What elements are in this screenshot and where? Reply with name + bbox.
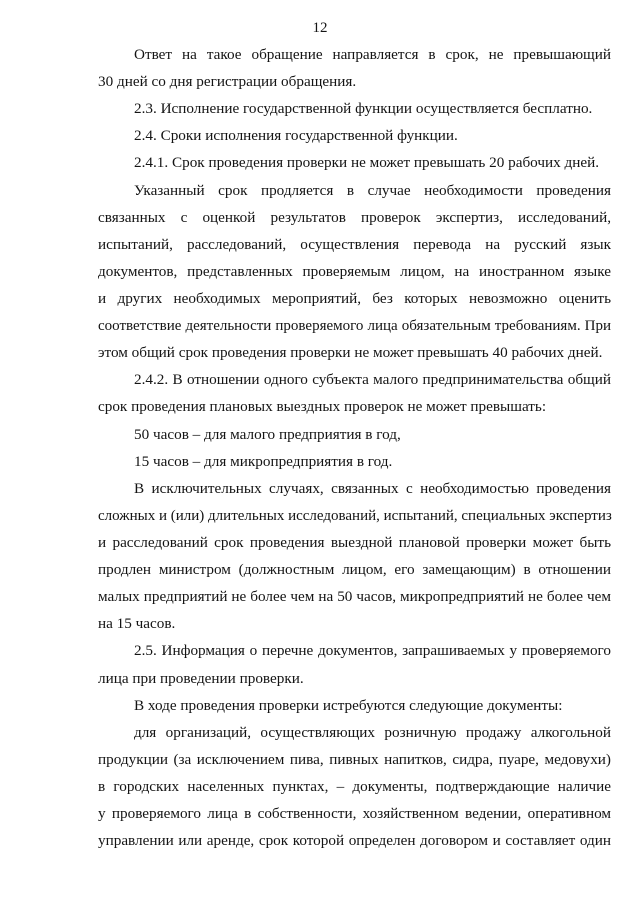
text-line: 2.3. Исполнение государственной функции осуществляется бесплатно.	[134, 100, 593, 117]
text-line: 2.4.2. В отношении одного субъекта малого предпринимательства общий	[134, 371, 611, 388]
text-line: 2.5. Информация о перечне документов, запрашиваемых у проверяемого	[134, 642, 611, 659]
text-line: связанных с оценкой результатов проверок экспертиз, исследований,	[98, 209, 611, 226]
text-line: у проверяемого лица в собственности, хозяйственном ведении, оперативном	[98, 805, 611, 822]
text-line: В ходе проведения проверки истребуются следующие документы:	[134, 697, 563, 714]
text-line: 30 дней со дня регистрации обращения.	[98, 73, 357, 90]
text-line: 15 часов – для микропредприятия в год.	[134, 453, 393, 470]
text-line: продукции (за исключением пива, пивных напитков, сидра, пуаре, медовухи)	[98, 751, 611, 768]
text-line: 2.4. Сроки исполнения государственной функции.	[134, 127, 458, 144]
text-line: продлен министром (должностным лицом, его замещающим) в отношении	[98, 561, 611, 578]
text-line: этом общий срок проведения проверки не может превышать 40 рабочих дней.	[98, 344, 603, 361]
text-line: малых предприятий не более чем на 50 часов, микропредприятий не более чем	[98, 588, 611, 605]
text-line: на 15 часов.	[98, 615, 176, 632]
page-number: 12	[312, 20, 328, 36]
text-line: для организаций, осуществляющих розничную продажу алкогольной	[134, 724, 611, 741]
text-line: срок проведения плановых выездных проверок не может превышать:	[98, 398, 547, 415]
text-line: управлении или аренде, срок которой определен договором и составляет один	[98, 832, 611, 849]
text-line: соответствие деятельности проверяемого лица обязательным требованиям. При	[98, 318, 611, 334]
text-line: 50 часов – для малого предприятия в год,	[134, 426, 401, 443]
text-line: лица при проведении проверки.	[98, 670, 304, 687]
text-line: В исключительных случаях, связанных с необходимостью проведения	[134, 480, 611, 497]
text-line: Ответ на такое обращение направляется в срок, не превышающий	[134, 46, 611, 63]
text-line: и расследований срок проведения выездной плановой проверки может быть	[98, 534, 611, 551]
text-line: сложных и (или) длительных исследований, испытаний, специальных экспертиз	[98, 508, 612, 524]
text-line: испытаний, расследований, осуществления перевода на русский язык	[98, 236, 611, 253]
text-line: 2.4.1. Срок проведения проверки не может превышать 20 рабочих дней.	[134, 154, 600, 171]
text-line: в городских населенных пунктах, – документы, подтверждающие наличие	[98, 778, 611, 795]
text-line: документов, представленных проверяемым лицом, на иностранном языке	[98, 263, 611, 280]
text-line: и других необходимых мероприятий, без которых невозможно оценить	[98, 290, 611, 307]
text-line: Указанный срок продляется в случае необходимости проведения	[134, 182, 611, 199]
